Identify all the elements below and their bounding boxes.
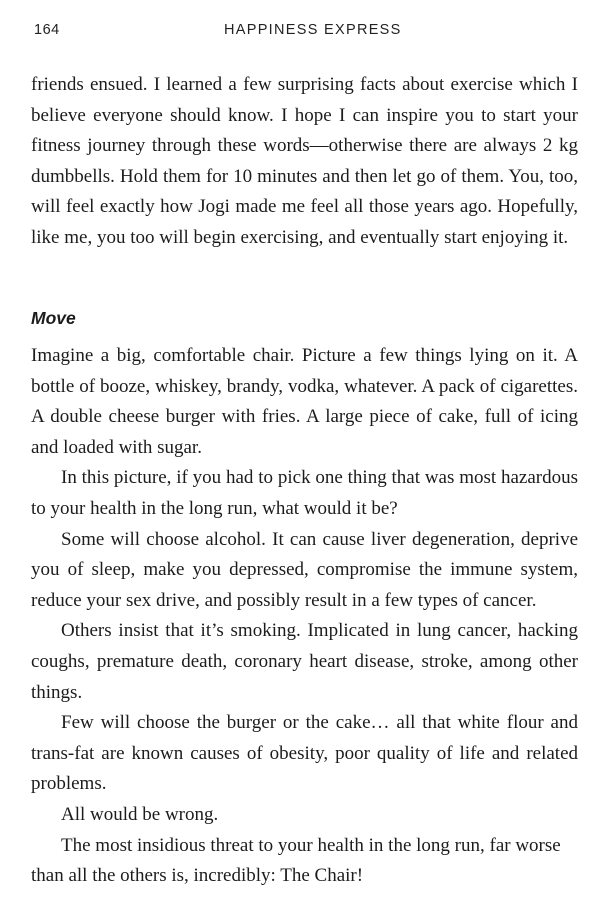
paragraph-4: Others insist that it’s smoking. Implicated in lung cancer, hacking coughs, premature death, coronary heart disease, stroke, among other things. — [31, 620, 578, 703]
paragraph-1: Imagine a big, comfortable chair. Picture a few things lying on it. A bottle of booze, whiskey, brandy, vodka, whatever. A pack of cigarettes. A double cheese burger with fries. A large piece of cake, full of icing and loaded with sugar. — [31, 345, 578, 458]
paragraph-5: Few will choose the burger or the cake… all that white flour and trans-fat are known causes of obesity, poor quality of life and related problems. — [31, 712, 578, 795]
paragraph-6: All would be wrong. — [61, 803, 219, 825]
page-number: 164 — [34, 22, 60, 38]
book-title: HAPPINESS EXPRESS — [224, 22, 402, 38]
opening-paragraph: friends ensued. I learned a few surprising facts about exercise which I believe everyone should know. I hope I can inspire you to start your fitness journey through these words—otherwise there are always 2 kg dumbbells. Hold them for 10 minutes and then let go of them. You, too, will feel exactly how Jogi made me feel all those years ago. Hopefully, like me, you too will begin exercising, and eventually start enjoying it. — [31, 74, 578, 248]
paragraph-7: The most insidious threat to your health in the long run, far worse than all the others is, incredibly: The Chair! — [31, 834, 561, 887]
paragraph-2: In this picture, if you had to pick one thing that was most hazardous to your health in the long run, what would it be? — [31, 467, 578, 519]
running-header — [34, 20, 578, 42]
section-text-block — [31, 341, 578, 892]
section-heading: Move — [31, 308, 76, 328]
paragraph-3: Some will choose alcohol. It can cause liver degeneration, deprive you of sleep, make you depressed, compromise the immune system, reduce your sex drive, and possibly result in a few types of cancer. — [31, 528, 578, 611]
opening-text-block — [31, 70, 578, 254]
